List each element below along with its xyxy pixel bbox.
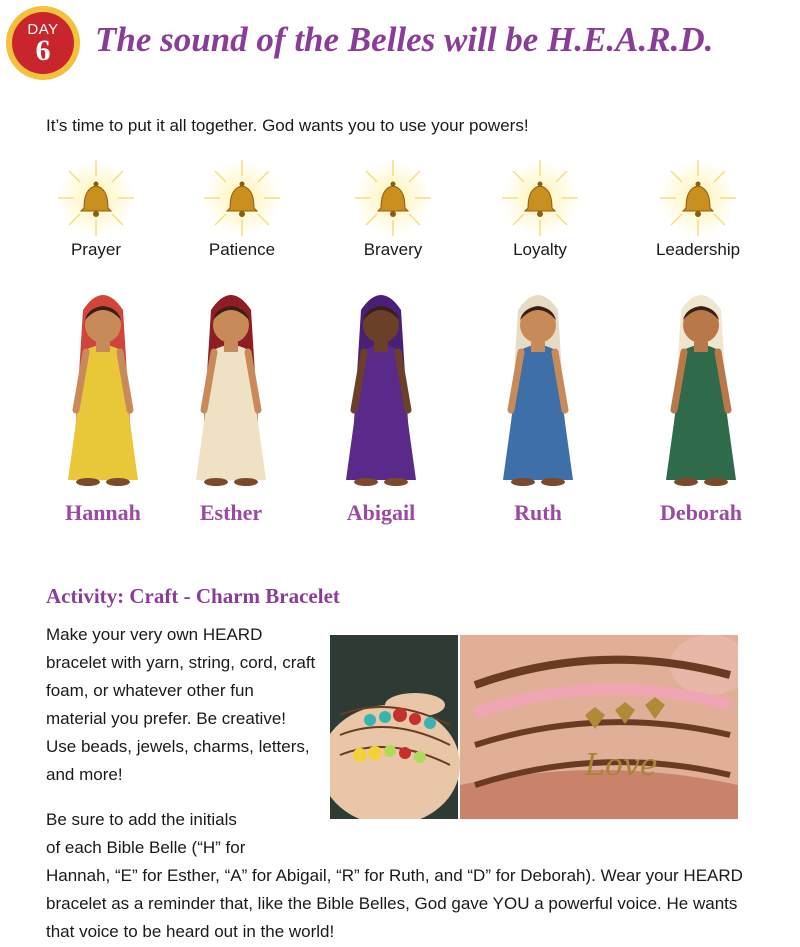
page-title: The sound of the Belles will be H.E.A.R.D. <box>95 20 714 59</box>
belle-esther <box>166 270 296 530</box>
power-leadership <box>643 160 753 260</box>
love-charm: Love <box>585 748 658 783</box>
belle-name: Ruth <box>514 500 562 525</box>
belle-ruth <box>473 270 603 530</box>
belle-name: Abigail <box>346 500 416 525</box>
belle-name: Esther <box>199 500 263 525</box>
power-label: Patience <box>208 240 276 259</box>
bracelet-photo <box>330 635 738 819</box>
power-label: Prayer <box>70 240 122 259</box>
belle-deborah <box>636 270 766 530</box>
bell-icon <box>196 160 288 236</box>
power-loyalty <box>485 160 595 260</box>
paragraph-2-rest: Hannah, “E” for Esther, “A” for Abigail, “R” for Ruth, and “D” for Deborah). Wear your HEARD bracelet as a reminder that, like the Bible Belles, God gave YOU a powerful voice. He wants that voice to be heard out in the world! <box>46 866 743 941</box>
power-label: Leadership <box>655 240 741 259</box>
power-label: Loyalty <box>513 240 567 259</box>
intro-text: It’s time to put it all together. God wants you to use your powers! <box>46 116 529 135</box>
belles-row <box>40 270 780 530</box>
day-badge <box>6 6 80 80</box>
day-label: DAY <box>27 20 59 38</box>
power-patience <box>187 160 297 260</box>
activity-paragraph-1: Make your very own HEARD bracelet with yarn, string, cord, craft foam, or whatever other fun material you prefer. Be creative! Use beads, jewels, charms, letters, and more! <box>46 625 316 784</box>
belle-illustration <box>166 270 296 495</box>
belle-illustration <box>38 270 168 495</box>
belle-name: Hannah <box>65 500 141 525</box>
belle-illustration <box>636 270 766 495</box>
day-number: 6 <box>35 33 51 67</box>
activity-paragraph-2 <box>46 806 766 946</box>
power-bravery <box>338 160 448 260</box>
belle-hannah <box>38 270 168 530</box>
power-prayer <box>41 160 151 260</box>
bell-icon <box>494 160 586 236</box>
belle-name: Deborah <box>660 500 742 525</box>
bell-icon <box>50 160 142 236</box>
belle-illustration <box>473 270 603 495</box>
activity-title: Activity: Craft - Charm Bracelet <box>46 584 340 608</box>
belle-abigail <box>316 270 446 530</box>
bell-icon <box>347 160 439 236</box>
bell-icon <box>652 160 744 236</box>
powers-row <box>40 160 780 270</box>
belle-illustration <box>316 270 446 495</box>
paragraph-2-line-2: of each Bible Belle (“H” for <box>46 838 246 857</box>
paragraph-2-line-1: Be sure to add the initials <box>46 810 237 829</box>
power-label: Bravery <box>363 240 423 259</box>
